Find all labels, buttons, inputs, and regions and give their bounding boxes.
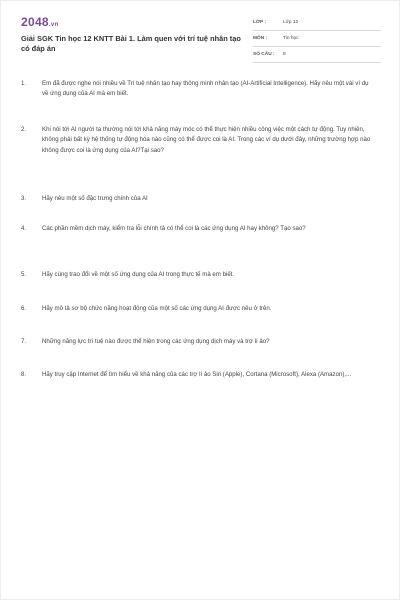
- meta-value: Lớp 12: [283, 20, 299, 25]
- meta-row-class: [253, 15, 381, 31]
- question-text: Những năng lực trí tuệ nào được thể hiện trong các ứng dụng dịch máy và trợ lí ảo?: [42, 338, 270, 345]
- question-item: [21, 270, 381, 280]
- question-text: Hãy truy cập Internet để tìm hiểu về khả năng của các trợ lí ảo Siri (Apple), Cortana (Microsoft), Alexa (Amazon),...: [42, 371, 352, 378]
- meta-label: LỚP :: [253, 20, 267, 25]
- question-number: 8.: [21, 371, 27, 378]
- question-number: 5.: [21, 271, 27, 278]
- logo-name: 2048: [21, 15, 49, 29]
- logo-tld: .vn: [48, 22, 59, 28]
- question-number: 6.: [21, 305, 27, 312]
- question-item: [21, 370, 381, 380]
- question-text: Hãy nêu một số đặc trưng chính của AI: [42, 195, 148, 202]
- question-item: [21, 337, 381, 347]
- meta-label: MÔN :: [253, 36, 268, 41]
- meta-label: SỐ CÂU :: [253, 52, 275, 57]
- meta-row-question-count: [253, 47, 381, 63]
- question-number: 1.: [21, 80, 27, 87]
- meta-row-subject: [253, 31, 381, 47]
- question-number: 4.: [21, 225, 27, 232]
- document-title: Giải SGK Tin học 12 KNTT Bài 1. Làm quen với trí tuệ nhân tạo có đáp án: [21, 34, 241, 53]
- question-item: [21, 304, 381, 314]
- question-item: [21, 125, 381, 156]
- site-logo[interactable]: [21, 15, 58, 29]
- question-number: 2.: [21, 126, 27, 133]
- question-number: 3.: [21, 195, 27, 202]
- meta-value: 8: [283, 52, 286, 57]
- meta-value: Tin học: [283, 36, 299, 41]
- question-item: [21, 79, 381, 100]
- document-meta: [253, 15, 381, 63]
- question-text: Em đã được nghe nói nhiều về Trí tuệ nhân tạo hay thông minh nhân tạo (AI-Artificial Intelligence). Hãy nêu một vài ví dụ về ứng dụng của AI mà em biết.: [42, 80, 369, 98]
- question-text: Hãy mô tả sơ bộ chức năng hoạt động của một số các ứng dụng AI được nêu ở trên.: [42, 305, 272, 312]
- question-text: Các phần mềm dịch máy, kiểm tra lỗi chính tả có thể coi là các ứng dụng AI hay không? Tạo sao?: [42, 225, 306, 232]
- question-text: Hãy cùng trao đổi về một số ứng dụng của AI trong thực tế mà em biết.: [42, 271, 235, 278]
- question-text: Khi nói tới AI người ta thường nói tới khả năng máy móc có thể thực hiện nhiều công việc một cách tự động. Tuy nhiên, không phải bất kỳ hệ thống tự động hóa nào cũng có thể được coi là AI. Trong các ví dụ dưới đây, những trường hợp nào không được coi là ứng dụng của AI?Tại sao?: [42, 126, 371, 154]
- question-item: [21, 194, 381, 204]
- question-number: 7.: [21, 338, 27, 345]
- question-item: [21, 224, 381, 234]
